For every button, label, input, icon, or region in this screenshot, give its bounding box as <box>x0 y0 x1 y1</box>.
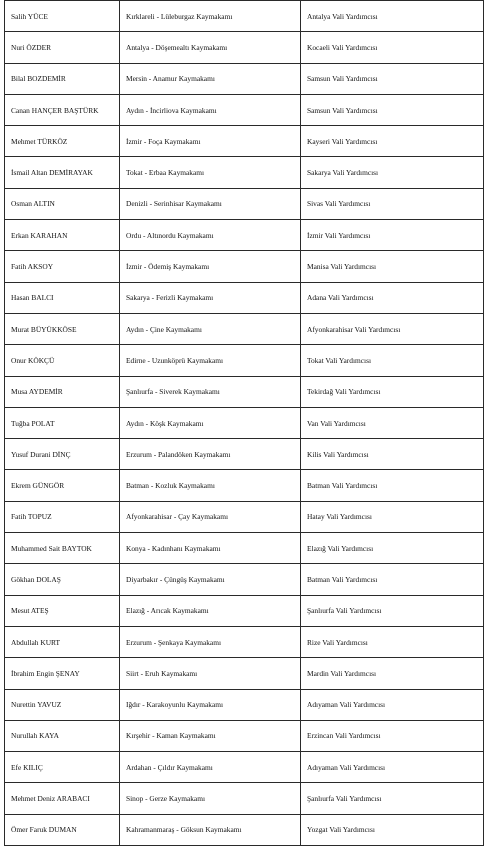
name-cell: Efe KILIÇ <box>5 752 120 783</box>
name-cell: Ekrem GÜNGÖR <box>5 470 120 501</box>
current-post-cell: Aydın - İncirliova Kaymakamı <box>120 94 301 125</box>
name-cell: Nurettin YAVUZ <box>5 689 120 720</box>
current-post-cell: Kırklareli - Lüleburgaz Kaymakamı <box>120 1 301 32</box>
current-post-cell: Sinop - Gerze Kaymakamı <box>120 783 301 814</box>
current-post-cell: Erzurum - Şenkaya Kaymakamı <box>120 626 301 657</box>
assigned-post-cell: Antalya Vali Yardımcısı <box>301 1 484 32</box>
table-row <box>5 220 484 251</box>
name-cell: Hasan BALCI <box>5 282 120 313</box>
table-row <box>5 470 484 501</box>
table-row <box>5 407 484 438</box>
assigned-post-cell: Kayseri Vali Yardımcısı <box>301 126 484 157</box>
table-row <box>5 94 484 125</box>
name-cell: Musa AYDEMİR <box>5 376 120 407</box>
table-row <box>5 783 484 814</box>
assigned-post-cell: Adıyaman Vali Yardımcısı <box>301 752 484 783</box>
assigned-post-cell: Afyonkarahisar Vali Yardımcısı <box>301 313 484 344</box>
name-cell: Mehmet Deniz ARABACI <box>5 783 120 814</box>
table-row <box>5 533 484 564</box>
current-post-cell: Elazığ - Arıcak Kaymakamı <box>120 595 301 626</box>
table-row <box>5 188 484 219</box>
current-post-cell: Erzurum - Palandöken Kaymakamı <box>120 439 301 470</box>
table-row <box>5 1 484 32</box>
assigned-post-cell: Tokat Vali Yardımcısı <box>301 345 484 376</box>
assigned-post-cell: Tekirdağ Vali Yardımcısı <box>301 376 484 407</box>
assigned-post-cell: Batman Vali Yardımcısı <box>301 470 484 501</box>
current-post-cell: Tokat - Erbaa Kaymakamı <box>120 157 301 188</box>
table-row <box>5 595 484 626</box>
assigned-post-cell: Şanlıurfa Vali Yardımcısı <box>301 783 484 814</box>
assigned-post-cell: Kocaeli Vali Yardımcısı <box>301 32 484 63</box>
current-post-cell: Iğdır - Karakoyunlu Kaymakamı <box>120 689 301 720</box>
table-row <box>5 126 484 157</box>
assigned-post-cell: Batman Vali Yardımcısı <box>301 564 484 595</box>
table-row <box>5 313 484 344</box>
current-post-cell: Mersin - Anamur Kaymakamı <box>120 63 301 94</box>
table-row <box>5 720 484 751</box>
name-cell: Nurullah KAYA <box>5 720 120 751</box>
name-cell: Mesut ATEŞ <box>5 595 120 626</box>
name-cell: İsmail Altan DEMİRAYAK <box>5 157 120 188</box>
assigned-post-cell: Samsun Vali Yardımcısı <box>301 94 484 125</box>
assigned-post-cell: Yozgat Vali Yardımcısı <box>301 814 484 845</box>
assigned-post-cell: Adana Vali Yardımcısı <box>301 282 484 313</box>
current-post-cell: Aydın - Köşk Kaymakamı <box>120 407 301 438</box>
current-post-cell: Kırşehir - Kaman Kaymakamı <box>120 720 301 751</box>
name-cell: Gökhan DOLAŞ <box>5 564 120 595</box>
name-cell: Fatih AKSOY <box>5 251 120 282</box>
table-row <box>5 282 484 313</box>
current-post-cell: Sakarya - Ferizli Kaymakamı <box>120 282 301 313</box>
name-cell: Salih YÜCE <box>5 1 120 32</box>
name-cell: Erkan KARAHAN <box>5 220 120 251</box>
current-post-cell: Afyonkarahisar - Çay Kaymakamı <box>120 501 301 532</box>
table-row <box>5 32 484 63</box>
name-cell: Nuri ÖZDER <box>5 32 120 63</box>
assigned-post-cell: Erzincan Vali Yardımcısı <box>301 720 484 751</box>
appointments-table <box>4 0 484 846</box>
table-row <box>5 658 484 689</box>
assigned-post-cell: Sakarya Vali Yardımcısı <box>301 157 484 188</box>
table-row <box>5 345 484 376</box>
current-post-cell: Siirt - Eruh Kaymakamı <box>120 658 301 689</box>
name-cell: Canan HANÇER BAŞTÜRK <box>5 94 120 125</box>
current-post-cell: Batman - Kozluk Kaymakamı <box>120 470 301 501</box>
table-row <box>5 626 484 657</box>
name-cell: Ömer Faruk DUMAN <box>5 814 120 845</box>
current-post-cell: Ardahan - Çıldır Kaymakamı <box>120 752 301 783</box>
table-row <box>5 439 484 470</box>
current-post-cell: Diyarbakır - Çüngüş Kaymakamı <box>120 564 301 595</box>
table-row <box>5 501 484 532</box>
current-post-cell: Ordu - Altınordu Kaymakamı <box>120 220 301 251</box>
name-cell: Osman ALTIN <box>5 188 120 219</box>
current-post-cell: İzmir - Ödemiş Kaymakamı <box>120 251 301 282</box>
current-post-cell: Antalya - Döşemealtı Kaymakamı <box>120 32 301 63</box>
appointments-table-body <box>5 1 484 846</box>
current-post-cell: Konya - Kadınhanı Kaymakamı <box>120 533 301 564</box>
current-post-cell: Kahramanmaraş - Göksun Kaymakamı <box>120 814 301 845</box>
table-row <box>5 157 484 188</box>
assigned-post-cell: Manisa Vali Yardımcısı <box>301 251 484 282</box>
assigned-post-cell: İzmir Vali Yardımcısı <box>301 220 484 251</box>
assigned-post-cell: Kilis Vali Yardımcısı <box>301 439 484 470</box>
assigned-post-cell: Mardin Vali Yardımcısı <box>301 658 484 689</box>
current-post-cell: Edirne - Uzunköprü Kaymakamı <box>120 345 301 376</box>
name-cell: Fatih TOPUZ <box>5 501 120 532</box>
assigned-post-cell: Adıyaman Vali Yardımcısı <box>301 689 484 720</box>
current-post-cell: Şanlıurfa - Siverek Kaymakamı <box>120 376 301 407</box>
assigned-post-cell: Van Vali Yardımcısı <box>301 407 484 438</box>
name-cell: Abdullah KURT <box>5 626 120 657</box>
table-row <box>5 376 484 407</box>
assigned-post-cell: Sivas Vali Yardımcısı <box>301 188 484 219</box>
name-cell: Mehmet TÜRKÖZ <box>5 126 120 157</box>
assigned-post-cell: Şanlıurfa Vali Yardımcısı <box>301 595 484 626</box>
assigned-post-cell: Elazığ Vali Yardımcısı <box>301 533 484 564</box>
name-cell: İbrahim Engin ŞENAY <box>5 658 120 689</box>
table-row <box>5 564 484 595</box>
current-post-cell: İzmir - Foça Kaymakamı <box>120 126 301 157</box>
assigned-post-cell: Hatay Vali Yardımcısı <box>301 501 484 532</box>
table-row <box>5 63 484 94</box>
table-row <box>5 689 484 720</box>
assigned-post-cell: Samsun Vali Yardımcısı <box>301 63 484 94</box>
name-cell: Onur KÖKÇÜ <box>5 345 120 376</box>
current-post-cell: Aydın - Çine Kaymakamı <box>120 313 301 344</box>
table-row <box>5 752 484 783</box>
name-cell: Muhammed Sait BAYTOK <box>5 533 120 564</box>
name-cell: Tuğba POLAT <box>5 407 120 438</box>
name-cell: Murat BÜYÜKKÖSE <box>5 313 120 344</box>
name-cell: Yusuf Durani DİNÇ <box>5 439 120 470</box>
name-cell: Bilal BOZDEMİR <box>5 63 120 94</box>
assigned-post-cell: Rize Vali Yardımcısı <box>301 626 484 657</box>
table-row <box>5 251 484 282</box>
table-row <box>5 814 484 845</box>
current-post-cell: Denizli - Serinhisar Kaymakamı <box>120 188 301 219</box>
